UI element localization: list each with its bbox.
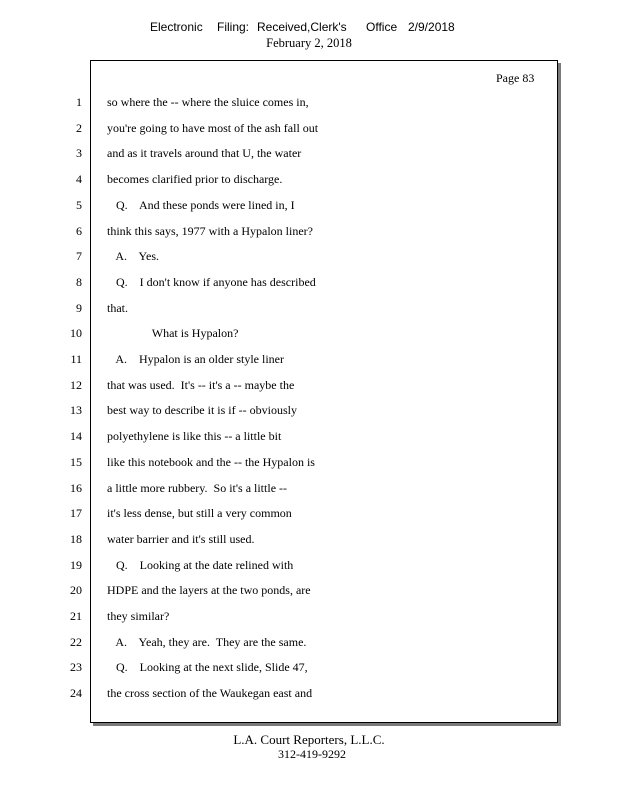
line-number: 10 bbox=[70, 326, 82, 340]
line-number: 6 bbox=[76, 224, 82, 238]
transcript-line: like this notebook and the -- the Hypalon is bbox=[107, 455, 315, 469]
filing-received-label: Received,Clerk's bbox=[257, 20, 347, 34]
transcript-line: think this says, 1977 with a Hypalon liner? bbox=[107, 224, 313, 238]
transcript-line: that was used. It's -- it's a -- maybe the bbox=[107, 378, 295, 392]
transcript-line: water barrier and it's still used. bbox=[107, 532, 255, 546]
line-number: 2 bbox=[76, 121, 82, 135]
transcript-line: Q. And these ponds were lined in, I bbox=[107, 198, 295, 212]
line-number: 1 bbox=[76, 95, 82, 109]
filing-electronic-label: Electronic bbox=[150, 20, 203, 34]
transcript-line: Q. I don't know if anyone has described bbox=[107, 275, 316, 289]
line-number: 16 bbox=[70, 481, 82, 495]
transcript-line: Q. Looking at the next slide, Slide 47, bbox=[107, 660, 308, 674]
line-number: 17 bbox=[70, 506, 82, 520]
line-number: 14 bbox=[70, 429, 82, 443]
transcript-line: so where the -- where the sluice comes in, bbox=[107, 95, 309, 109]
line-number: 8 bbox=[76, 275, 82, 289]
line-number: 20 bbox=[70, 583, 82, 597]
filing-office-label: Office bbox=[366, 20, 398, 34]
transcript-line: A. Yeah, they are. They are the same. bbox=[107, 635, 307, 649]
line-number: 12 bbox=[70, 378, 82, 392]
line-number: 9 bbox=[76, 301, 82, 315]
transcript-line: A. Hypalon is an older style liner bbox=[107, 352, 284, 366]
transcript-line: it's less dense, but still a very common bbox=[107, 506, 292, 520]
transcript-date: February 2, 2018 bbox=[266, 36, 352, 50]
line-number: 11 bbox=[70, 352, 82, 366]
transcript-line: becomes clarified prior to discharge. bbox=[107, 172, 283, 186]
court-reporter-phone: 312-419-9292 bbox=[278, 747, 346, 761]
line-number: 4 bbox=[76, 172, 82, 186]
transcript-line: best way to describe it is if -- obviously bbox=[107, 403, 297, 417]
transcript-line: they similar? bbox=[107, 609, 170, 623]
line-number: 18 bbox=[70, 532, 82, 546]
transcript-line: a little more rubbery. So it's a little -- bbox=[107, 481, 288, 495]
transcript-line: the cross section of the Waukegan east and bbox=[107, 686, 313, 700]
transcript-line: you're going to have most of the ash fall out bbox=[107, 121, 319, 135]
line-number: 13 bbox=[70, 403, 82, 417]
transcript-line: A. Yes. bbox=[107, 249, 160, 263]
line-number: 21 bbox=[70, 609, 82, 623]
filing-date: 2/9/2018 bbox=[408, 20, 455, 34]
transcript-line: that. bbox=[107, 301, 128, 315]
line-number: 7 bbox=[76, 249, 82, 263]
line-number: 22 bbox=[70, 635, 82, 649]
line-number: 5 bbox=[76, 198, 82, 212]
line-number: 24 bbox=[70, 686, 82, 700]
transcript-line: What is Hypalon? bbox=[107, 326, 239, 340]
line-number: 23 bbox=[70, 660, 82, 674]
line-number: 3 bbox=[76, 146, 82, 160]
transcript-line: and as it travels around that U, the water bbox=[107, 146, 302, 160]
transcript-line: Q. Looking at the date relined with bbox=[107, 558, 294, 572]
line-number: 15 bbox=[70, 455, 82, 469]
court-reporter-name: L.A. Court Reporters, L.L.C. bbox=[233, 732, 385, 747]
page-number: Page 83 bbox=[496, 71, 535, 85]
filing-label: Filing: bbox=[217, 20, 250, 34]
transcript-line: polyethylene is like this -- a little bit bbox=[107, 429, 282, 443]
line-number: 19 bbox=[70, 558, 82, 572]
transcript-line: HDPE and the layers at the two ponds, are bbox=[107, 583, 311, 597]
